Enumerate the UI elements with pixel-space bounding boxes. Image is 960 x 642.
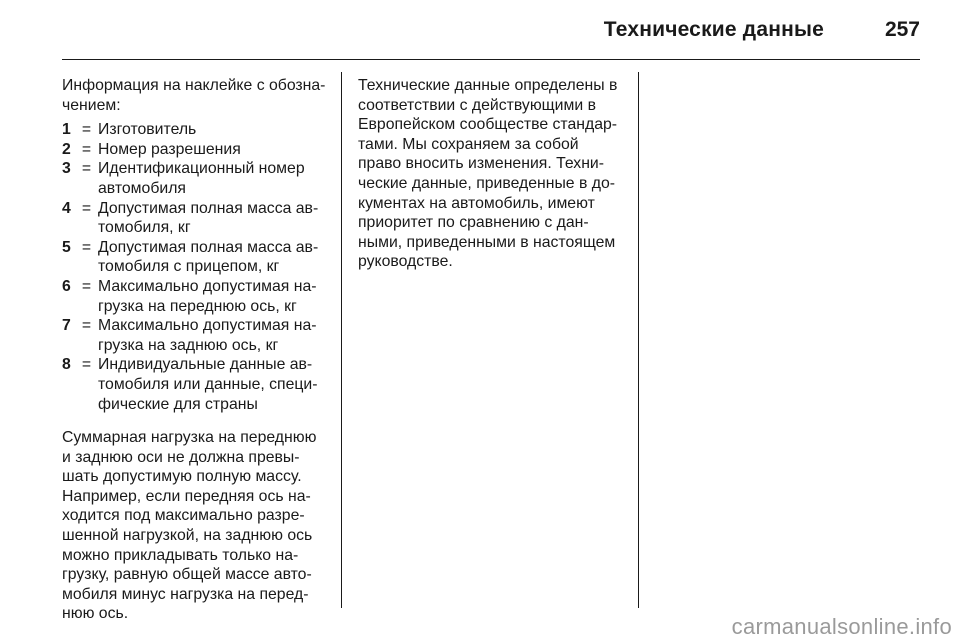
legend-item xyxy=(62,355,332,414)
header-rule xyxy=(62,59,920,60)
legend-text: Максимально допустимая на- грузка на заднюю ось, кг xyxy=(98,317,317,354)
legend-number: 5 xyxy=(62,238,71,256)
legend-text: Допустимая полная масса ав- томобиля с прицепом, кг xyxy=(98,238,319,276)
legend-number: 3 xyxy=(62,160,71,178)
legend-text: Номер разрешения xyxy=(98,140,241,158)
legend-item xyxy=(62,277,332,316)
page-title: Технические данные xyxy=(603,18,824,41)
axle-load-note: Суммарная нагрузка на переднюю и заднюю оси не должна превы- шать допустимую полную массу. Например, если передняя ось на- ходится под максимально разре- шенной нагрузкой, на заднюю ось можно прикладывать только на- грузку, равную общей массе авто- мобиля минус нагрузка на перед- нюю ось. xyxy=(62,429,317,623)
page-number: 257 xyxy=(884,18,920,41)
legend-item xyxy=(62,140,332,160)
legend-item xyxy=(62,159,332,198)
legend-item xyxy=(62,199,332,238)
legend-text: Допустимая полная масса ав- томобиля, кг xyxy=(98,199,319,237)
column-divider xyxy=(341,72,342,608)
legend-number: 6 xyxy=(62,277,71,295)
legend-text: Идентификационный номер автомобиля xyxy=(98,160,305,197)
legend-number: 7 xyxy=(62,317,71,335)
legend-equals: = xyxy=(81,317,92,335)
label-intro: Информация на наклейке с обозна- чением: xyxy=(62,77,326,114)
column-divider xyxy=(638,72,639,608)
watermark: carmanualsonline.info xyxy=(731,614,952,639)
legend-equals: = xyxy=(81,199,92,217)
label-legend xyxy=(62,120,332,414)
legend-equals: = xyxy=(81,238,92,256)
legend-equals: = xyxy=(81,160,92,178)
tech-data-note: Технические данные определены в соответствии с действующими в Европейском сообществе стандар- тами. Мы сохраняем за собой право вносить изменения. Техни- ческие данные, приведенные в до- кументах на автомобиль, имеют приоритет по сравнению с дан- ными, приведенными в настоящем руководстве. xyxy=(358,77,618,271)
page-header xyxy=(62,14,920,54)
legend-item xyxy=(62,120,332,140)
legend-number: 1 xyxy=(62,121,71,139)
legend-number: 4 xyxy=(62,199,71,217)
legend-equals: = xyxy=(81,121,92,139)
middle-column xyxy=(358,76,630,272)
legend-text: Максимально допустимая на- грузка на переднюю ось, кг xyxy=(98,277,317,315)
left-column xyxy=(62,76,332,624)
legend-equals: = xyxy=(81,277,92,295)
legend-equals: = xyxy=(81,140,92,158)
legend-number: 8 xyxy=(62,356,71,374)
legend-item xyxy=(62,316,332,355)
legend-item xyxy=(62,238,332,277)
legend-text: Изготовитель xyxy=(98,121,197,139)
legend-equals: = xyxy=(81,356,92,374)
legend-number: 2 xyxy=(62,140,71,158)
legend-text: Индивидуальные данные ав- томобиля или данные, специ- фические для страны xyxy=(98,356,318,413)
